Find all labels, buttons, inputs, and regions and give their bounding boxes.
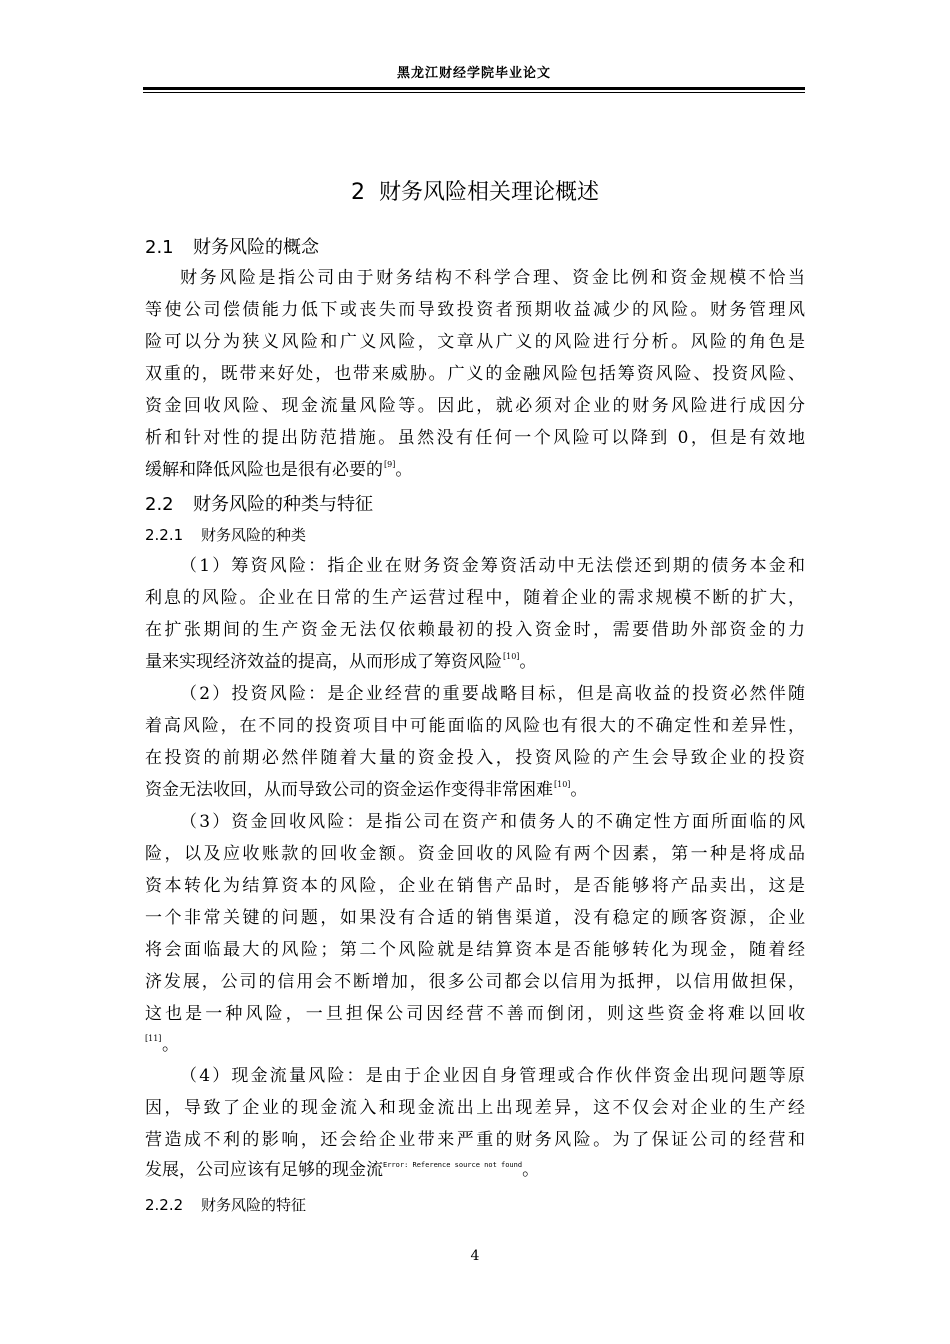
section-heading-2-2 — [145, 490, 373, 516]
line-text: 量来实现经济效益的提高，从而形成了筹资风险 — [145, 652, 502, 672]
section-title: 财务风险的概念 — [193, 237, 319, 258]
header-rule-thick — [143, 87, 805, 90]
paragraph-line: 在投资的前期必然伴随着大量的资金投入，投资风险的产生会导致企业的投资 — [145, 748, 805, 768]
subsection-number: 2.2.2 — [145, 1196, 184, 1214]
paragraph-line: 资金回收风险、现金流量风险等。因此，就必须对企业的财务风险进行成因分 — [145, 396, 805, 416]
section-heading-2-1 — [145, 233, 319, 259]
section-number: 2.1 — [145, 237, 174, 258]
subsection-heading-2-2-1 — [145, 524, 306, 545]
paragraph-line — [145, 780, 805, 800]
paragraph-line: 因，导致了企业的现金流入和现金流出上出现差异，这不仅会对企业的生产经 — [145, 1098, 805, 1118]
paragraph-line: 一个非常关键的问题，如果没有合适的销售渠道，没有稳定的顾客资源，企业 — [145, 908, 805, 928]
paragraph-line — [145, 460, 805, 480]
paragraph-line: 利息的风险。企业在日常的生产运营过程中，随着企业的需求规模不断的扩大， — [145, 588, 805, 608]
citation: [11] — [145, 1034, 162, 1043]
paragraph-line: 这也是一种风险，一旦担保公司因经营不善而倒闭，则这些资金将难以回收 — [145, 1004, 805, 1024]
running-header: 黑龙江财经学院毕业论文 — [396, 66, 551, 81]
citation: [9] — [384, 460, 396, 469]
paragraph-line: （4）现金流量风险：是由于企业因自身管理或合作伙伴资金出现问题等原 — [180, 1066, 805, 1086]
paragraph-line: 等使公司偿债能力低下或丧失而导致投资者预期收益减少的风险。财务管理风 — [145, 300, 805, 320]
chapter-title: 财务风险相关理论概述 — [378, 180, 599, 205]
line-end: 。 — [519, 652, 537, 672]
paragraph-line: 将会面临最大的风险；第二个风险就是结算资本是否能够转化为现金，随着经 — [145, 940, 805, 960]
citation: [10] — [554, 780, 571, 789]
paragraph-line: 析和针对性的提出防范措施。虽然没有任何一个风险可以降到 0，但是有效地 — [145, 428, 805, 448]
paragraph-line: （3）资金回收风险：是指公司在资产和债务人的不确定性方面所面临的风 — [180, 812, 805, 832]
line-text: 发展，公司应该有足够的现金流 — [145, 1160, 383, 1180]
chapter-number: 2 — [350, 180, 365, 205]
page-number: 4 — [470, 1248, 480, 1264]
paragraph-line: 双重的，既带来好处，也带来威胁。广义的金融风险包括筹资风险、投资风险、 — [145, 364, 805, 384]
paragraph-line: 险可以分为狭义风险和广义风险，文章从广义的风险进行分析。风险的角色是 — [145, 332, 805, 352]
paragraph-line: 资本转化为结算资本的风险，企业在销售产品时，是否能够将产品卖出，这是 — [145, 876, 805, 896]
line-end: 。 — [162, 1035, 179, 1055]
section-number: 2.2 — [145, 494, 174, 515]
line-text: 缓解和降低风险也是很有必要的 — [145, 460, 383, 480]
line-end: 。 — [522, 1160, 540, 1180]
paragraph-line: 在扩张期间的生产资金无法仅依赖最初的投入资金时，需要借助外部资金的力 — [145, 620, 805, 640]
paragraph-line — [145, 1160, 805, 1180]
header-rule-thin — [143, 92, 805, 93]
paragraph-line: （1）筹资风险：指企业在财务资金筹资活动中无法偿还到期的债务本金和 — [180, 556, 805, 576]
paragraph-line — [145, 652, 805, 672]
paragraph-line: 财务风险是指公司由于财务结构不科学合理、资金比例和资金规模不恰当 — [180, 268, 805, 288]
subsection-title: 财务风险的特征 — [201, 1196, 307, 1214]
paragraph-line: 着高风险，在不同的投资项目中可能面临的风险也有很大的不确定性和差异性， — [145, 716, 805, 736]
paragraph-line: 营造成不利的影响，还会给企业带来严重的财务风险。为了保证公司的经营和 — [145, 1130, 805, 1150]
reference-error: Error: Reference source not found — [383, 1161, 523, 1169]
section-title: 财务风险的种类与特征 — [193, 494, 373, 515]
subsection-number: 2.2.1 — [145, 526, 184, 544]
subsection-title: 财务风险的种类 — [201, 526, 307, 544]
line-end: 。 — [395, 460, 413, 480]
chapter-heading — [0, 175, 950, 206]
paragraph-line: 济发展，公司的信用会不断增加，很多公司都会以信用为抵押，以信用做担保， — [145, 972, 805, 992]
citation: [10] — [503, 652, 520, 661]
paragraph-line: （2）投资风险：是企业经营的重要战略目标，但是高收益的投资必然伴随 — [180, 684, 805, 704]
subsection-heading-2-2-2 — [145, 1194, 306, 1215]
line-text: 资金无法收回，从而导致公司的资金运作变得非常困难 — [145, 780, 553, 800]
line-end: 。 — [570, 780, 588, 800]
paragraph-line: 险，以及应收账款的回收金额。资金回收的风险有两个因素，第一种是将成品 — [145, 844, 805, 864]
